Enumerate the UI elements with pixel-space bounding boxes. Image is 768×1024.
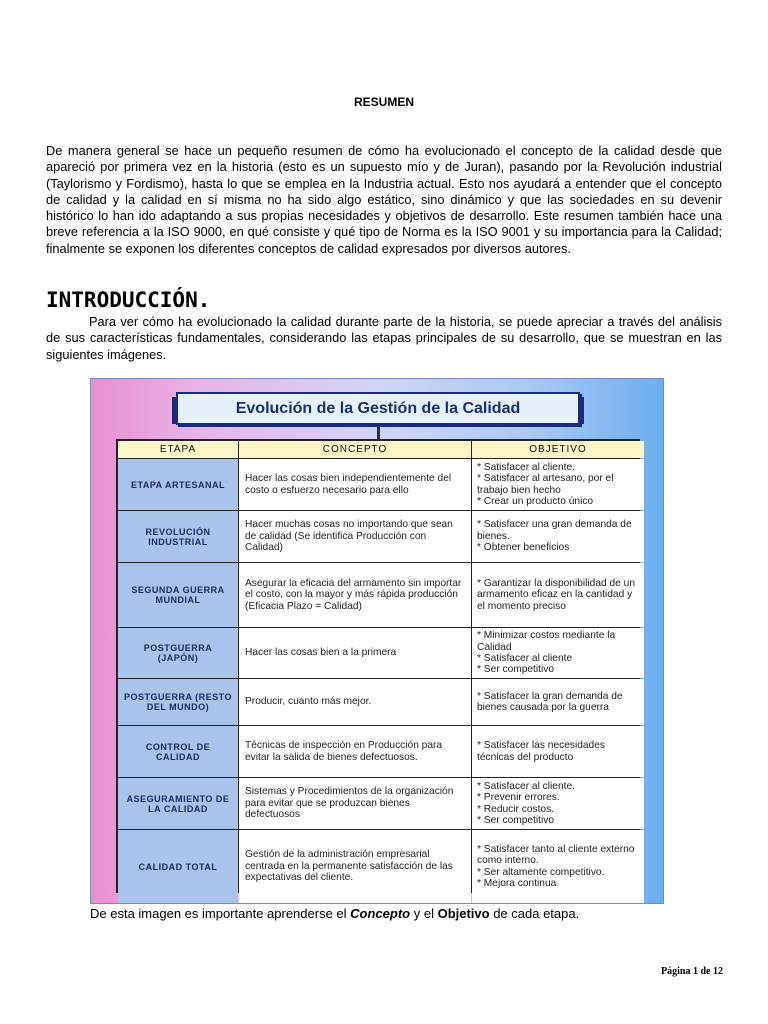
concepto-cell: Hacer las cosas bien independientemente del costo o esfuerzo necesario para ello [239,459,471,510]
objetivo-item: * Ser altamente competitivo. [477,866,605,878]
objetivo-item: * Ser competitivo [477,664,555,676]
objetivo-item: * Minimizar costos mediante la Calidad [477,630,616,653]
concepto-cell: Técnicas de inspección en Producción para evitar la salida de bienes defectuosos. [239,726,471,777]
objetivo-item: * Satisfacer una gran demanda de bienes. [477,519,632,542]
page-number: Página 1 de 12 [661,966,723,977]
objetivo-cell [472,459,644,510]
objetivo-item: * Obtener beneficios [477,542,570,554]
objetivo-item: * Garantizar la disponibilidad de un armamento eficaz en la cantidad y el momento preciso [477,577,636,612]
objetivo-item: * Satisfacer tanto al cliente externo como interno. [477,843,635,867]
etapa-cell: CALIDAD TOTAL [118,830,238,903]
figure-title: Evolución de la Gestión de la Calidad [176,392,580,425]
quality-evolution-table [116,439,640,893]
concepto-cell: Hacer las cosas bien a la primera [239,628,471,678]
quality-evolution-figure [90,378,664,904]
objetivo-item: * Ser competitivo [477,814,555,826]
etapa-cell: ETAPA ARTESANAL [118,459,238,510]
objetivo-item: * Satisfacer al cliente [477,653,573,664]
etapa-cell: ASEGURAMIENTO DE LA CALIDAD [118,778,238,829]
etapa-cell: CONTROL DE CALIDAD [118,726,238,777]
objetivo-item: * Prevenir errores. [477,792,560,804]
objetivo-item: * Satisfacer las necesidades técnicas del producto [477,740,605,763]
closing-middle: y el [410,906,438,921]
header-etapa: ETAPA [118,441,238,458]
concepto-cell: Hacer muchas cosas no importando que sean de calidad (Se identifica Producción con Calidad) [239,511,471,562]
concepto-cell: Gestión de la administración empresarial centrada en la permanente satisfacción de las expectativas del cliente. [239,830,471,903]
closing-prefix: De esta imagen es importante aprenderse el [90,906,351,921]
header-concepto: CONCEPTO [239,441,471,458]
summary-paragraph: De manera general se hace un pequeño resumen de cómo ha evolucionado el concepto de la calidad desde que apareció por primera vez en la historia (esto es un supuesto mío y de Juran), pasando por la Revolución industrial (Taylorismo y Fordismo), hasta lo que se emplea en la Industria actual. Esto nos ayudará a entender que el concepto de calidad y la calidad en sí misma no ha sido algo estático, sino dinámico y que las sociedades en su devenir histórico lo han ido adaptando a sus propias necesidades y objetivos de desarrollo. Este resumen también hace una breve referencia a la ISO 9000, en qué consiste y qué tipo de Norma es la ISO 9001 y su importancia para la Calidad; finalmente se exponen los diferentes conceptos de calidad expresados por diversos autores. [46,143,722,256]
objetivo-cell [472,628,644,678]
objetivo-item: * Satisfacer al cliente. [477,461,575,473]
closing-suffix: de cada etapa. [489,906,580,921]
objetivo-cell [472,726,644,777]
objetivo-item: * Satisfacer al cliente. [477,780,575,792]
objetivo-item: * Reducir costos. [477,803,555,815]
intro-paragraph: Para ver cómo ha evolucionado la calidad durante parte de la historia, se puede apreciar a través del análisis de sus características fundamentales, considerando las etapas principales de su desarrollo, que se muestran en las siguientes imágenes. [46,314,722,362]
concepto-cell: Sistemas y Procedimientos de la organización para evitar que se produzcan bienes defectuosos [239,778,471,829]
objetivo-cell [472,830,644,903]
objetivo-item: * Mejora continua [477,877,557,889]
objetivo-cell [472,511,644,562]
objetivo-cell [472,778,644,829]
objetivo-item: * Crear un producto único [477,495,594,507]
page-title: RESUMEN [353,95,414,109]
objetivo-cell [472,679,644,725]
etapa-cell: POSTGUERRA (RESTO DEL MUNDO) [118,679,238,725]
etapa-cell: SEGUNDA GUERRA MUNDIAL [118,563,238,627]
section-heading: INTRODUCCIÓN. [46,288,211,312]
objetivo-item: * Satisfacer al artesano, por el trabajo bien hecho [477,473,614,496]
concepto-cell: Producir, cuanto más mejor. [239,679,471,725]
etapa-cell: POSTGUERRA (JAPÓN) [118,628,238,678]
closing-sentence [90,906,579,921]
closing-objetivo: Objetivo [437,906,490,921]
closing-concepto: Concepto [350,906,411,921]
etapa-cell: REVOLUCIÓN INDUSTRIAL [118,511,238,562]
objetivo-cell [472,563,644,627]
header-objetivo: OBJETIVO [472,441,644,458]
concepto-cell: Asegurar la eficacia del armamento sin importar el costo, con la mayor y más rápida producción (Eficacia Plazo = Calidad) [239,563,471,627]
objetivo-item: * Satisfacer la gran demanda de bienes causada por la guerra [477,690,623,713]
